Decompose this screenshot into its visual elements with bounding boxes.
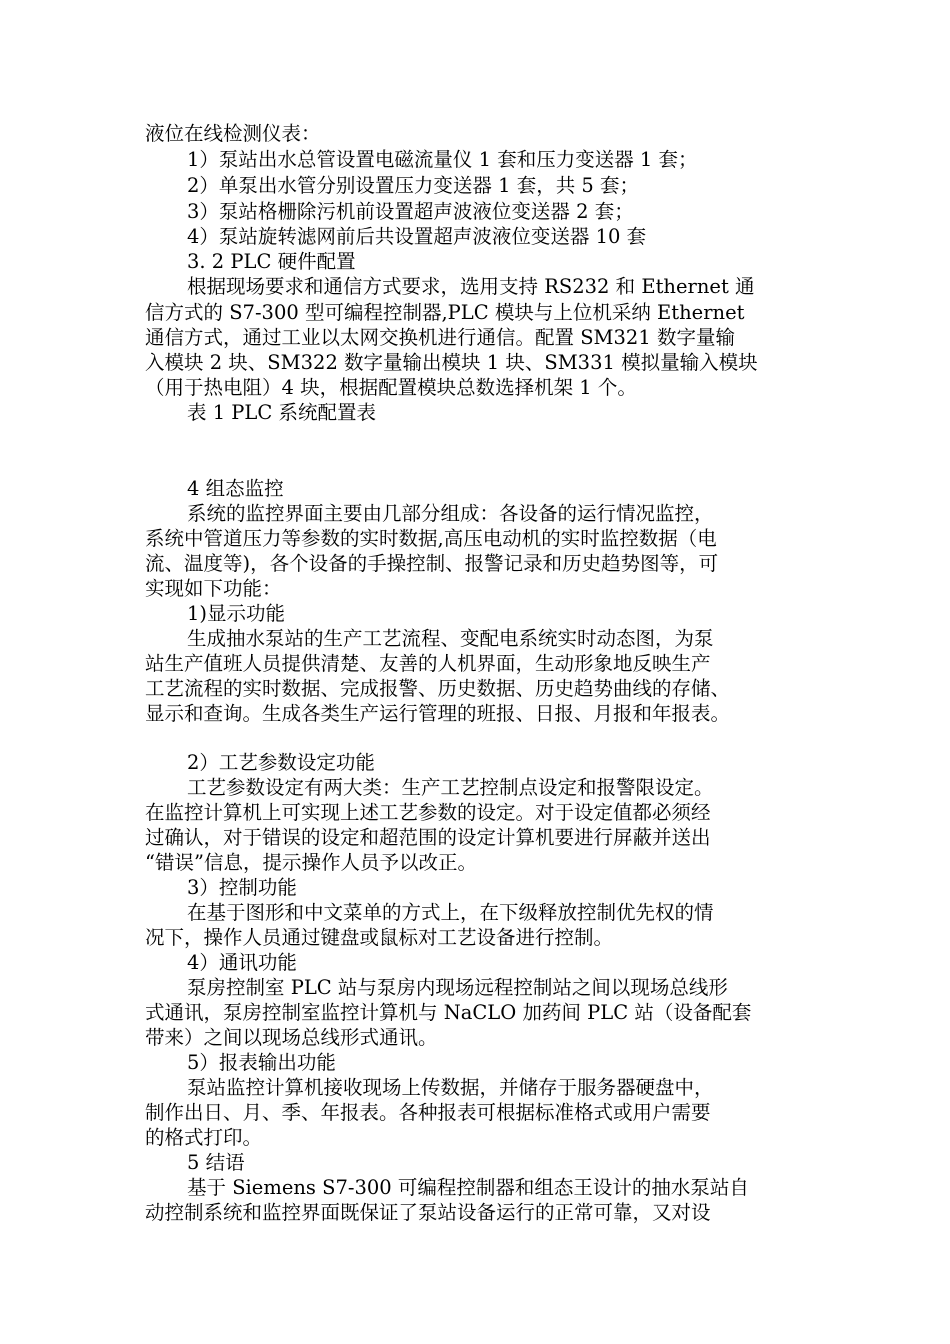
text-line: 况下，操作人员通过键盘或鼠标对工艺设备进行控制。 bbox=[145, 926, 614, 949]
text-line: 系统中管道压力等参数的实时数据,高压电动机的实时监控数据（电 bbox=[145, 527, 717, 550]
list-item: 2）单泵出水管分别设置压力变送器 1 套，共 5 套； bbox=[187, 174, 640, 197]
text-line: 过确认，对于错误的设定和超范围的设定计算机要进行屏蔽并送出 bbox=[145, 826, 711, 849]
text-line: 流、温度等)，各个设备的手操控制、报警记录和历史趋势图等，可 bbox=[145, 552, 719, 575]
text-line: 在基于图形和中文菜单的方式上，在下级释放控制优先权的情 bbox=[187, 901, 714, 924]
subheading: 3）控制功能 bbox=[187, 876, 297, 899]
section-heading: 4 组态监控 bbox=[187, 477, 284, 500]
text-line: “错误”信息，提示操作人员予以改正。 bbox=[145, 851, 477, 874]
subheading: 2）工艺参数设定功能 bbox=[187, 751, 375, 774]
text-line: 显示和查询。生成各类生产运行管理的班报、日报、月报和年报表。 bbox=[145, 702, 731, 725]
subheading: 4）通讯功能 bbox=[187, 951, 297, 974]
text-line: 工艺参数设定有两大类：生产工艺控制点设定和报警限设定。 bbox=[187, 776, 714, 799]
list-item: 1）泵站出水总管设置电磁流量仪 1 套和压力变送器 1 套； bbox=[187, 148, 698, 171]
text-line: 的格式打印。 bbox=[145, 1126, 263, 1149]
text-line: 系统的监控界面主要由几部分组成：各设备的运行情况监控， bbox=[187, 502, 714, 525]
text-line: 工艺流程的实时数据、完成报警、历史数据、历史趋势曲线的存储、 bbox=[145, 677, 731, 700]
section-heading: 3. 2 PLC 硬件配置 bbox=[187, 250, 356, 273]
section-heading: 5 结语 bbox=[187, 1151, 245, 1174]
text-line: 信方式的 S7-300 型可编程控制器,PLC 模块与上位机采纳 Ethernet bbox=[145, 301, 745, 324]
list-item: 4）泵站旋转滤网前后共设置超声波液位变送器 10 套 bbox=[187, 225, 647, 248]
text-line: 根据现场要求和通信方式要求，选用支持 RS232 和 Ethernet 通 bbox=[187, 275, 755, 298]
subheading: 5）报表输出功能 bbox=[187, 1051, 336, 1074]
text-line: 泵站监控计算机接收现场上传数据，并储存于服务器硬盘中， bbox=[187, 1076, 714, 1099]
text-line: 式通讯，泵房控制室监控计算机与 NaCLO 加药间 PLC 站（设备配套 bbox=[145, 1001, 752, 1024]
text-line: 在监控计算机上可实现上述工艺参数的设定。对于设定值都必须经 bbox=[145, 801, 711, 824]
table-caption: 表 1 PLC 系统配置表 bbox=[187, 401, 376, 424]
text-line: 泵房控制室 PLC 站与泵房内现场远程控制站之间以现场总线形 bbox=[187, 976, 728, 999]
text-line: 入模块 2 块、SM322 数字量输出模块 1 块、SM331 模拟量输入模块 bbox=[145, 351, 758, 374]
text-line: 液位在线检测仪表： bbox=[145, 122, 321, 145]
list-item: 3）泵站格栅除污机前设置超声波液位变送器 2 套； bbox=[187, 200, 634, 223]
text-line: 带来）之间以现场总线形式通讯。 bbox=[145, 1026, 438, 1049]
text-line: 动控制系统和监控界面既保证了泵站设备运行的正常可靠，又对设 bbox=[145, 1201, 711, 1224]
text-line: 基于 Siemens S7-300 可编程控制器和组态王设计的抽水泵站自 bbox=[187, 1176, 749, 1199]
text-line: 通信方式，通过工业以太网交换机进行通信。配置 SM321 数字量输 bbox=[145, 326, 735, 349]
text-line: （用于热电阻）4 块，根据配置模块总数选择机架 1 个。 bbox=[145, 376, 637, 399]
text-line: 生成抽水泵站的生产工艺流程、变配电系统实时动态图，为泵 bbox=[187, 627, 714, 650]
text-line: 站生产值班人员提供清楚、友善的人机界面，生动形象地反映生产 bbox=[145, 652, 711, 675]
text-line: 制作出日、月、季、年报表。各种报表可根据标准格式或用户需要 bbox=[145, 1101, 711, 1124]
subheading: 1)显示功能 bbox=[187, 602, 286, 625]
text-line: 实现如下功能： bbox=[145, 577, 282, 600]
